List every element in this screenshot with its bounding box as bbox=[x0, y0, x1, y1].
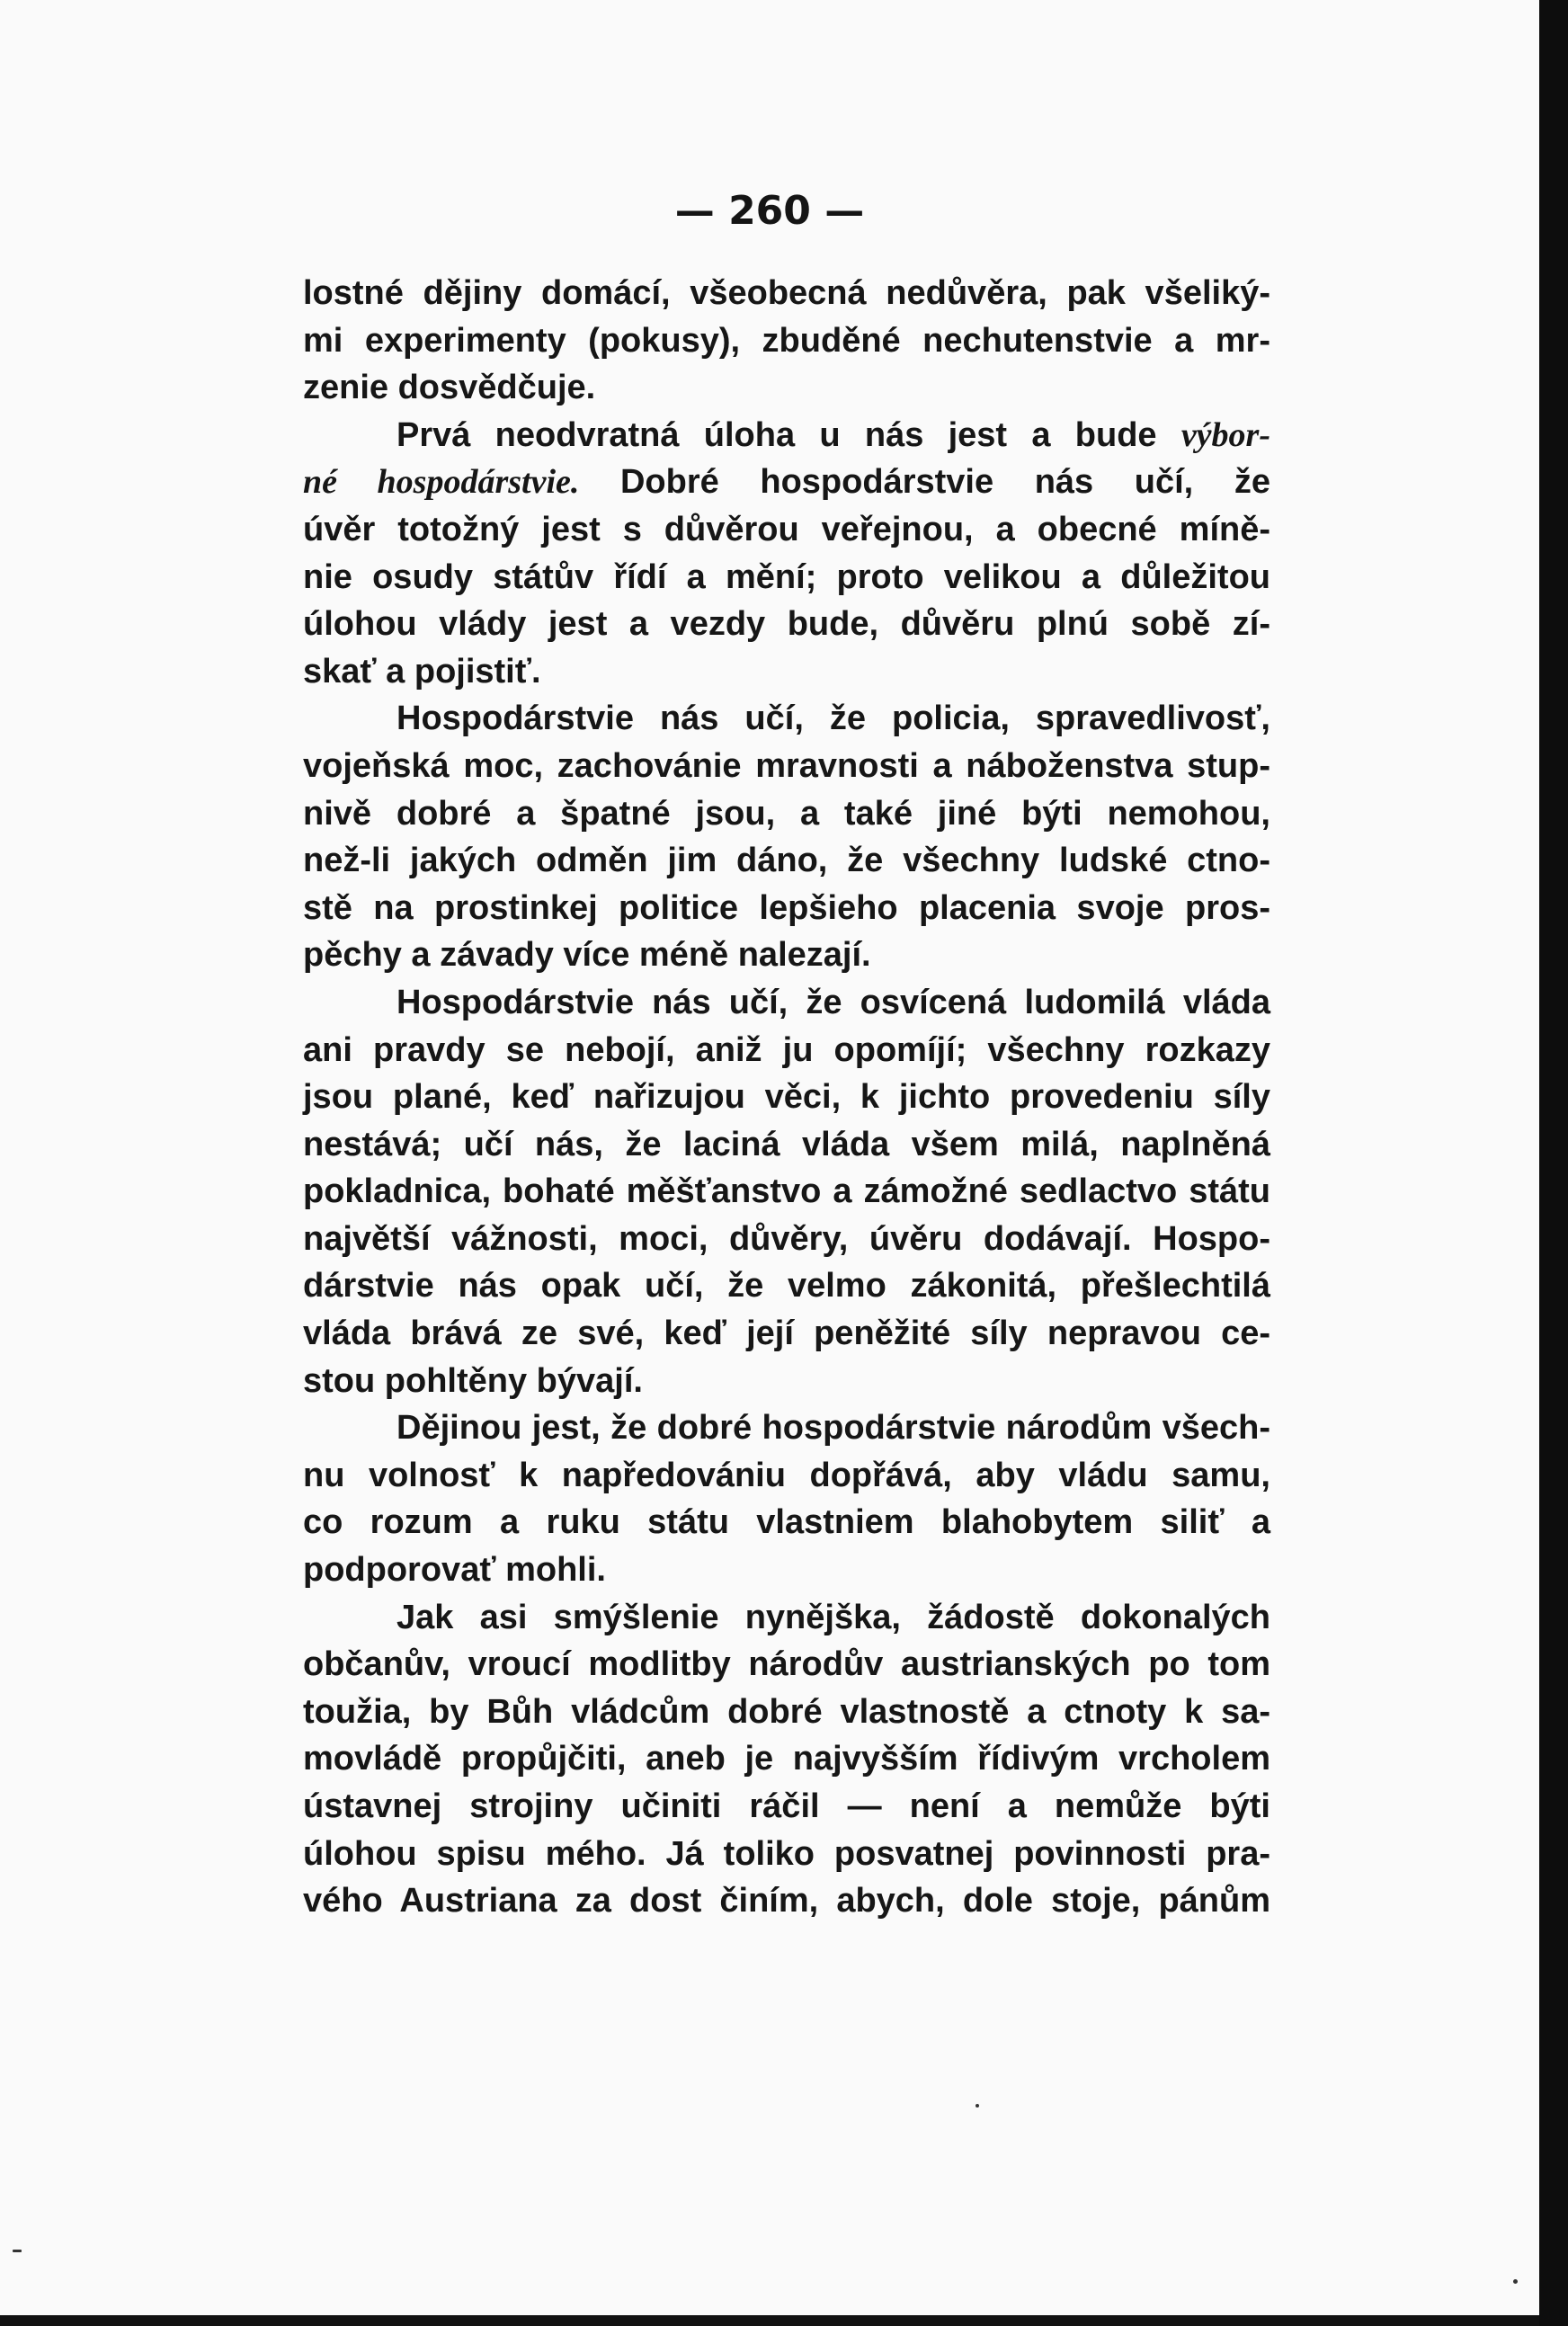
text-line: pěchy a závady více méně nalezají. bbox=[303, 936, 871, 975]
text-line: Jak asi smýšlenie nynějška, žádostě dokonalých bbox=[396, 1598, 1270, 1636]
text-segment: Prvá neodvratná úloha u nás jest a bude bbox=[396, 415, 1181, 454]
text-line bbox=[303, 459, 1270, 506]
text-line: úlohou spisu mého. Já toliko posvatnej povinnosti pra- bbox=[303, 1834, 1270, 1873]
text-line: podporovať mohli. bbox=[303, 1551, 606, 1590]
text-line: co rozum a ruku státu vlastniem blahobytem siliť a bbox=[303, 1503, 1270, 1542]
text-line: nivě dobré a špatné jsou, a také jiné býti nemohou, bbox=[303, 794, 1270, 833]
text-line: movládě propůjčiti, aneb je najvyšším řídivým vrcholem bbox=[303, 1740, 1270, 1778]
text-line: mi experimenty (pokusy), zbuděné nechutenstvie a mr- bbox=[303, 321, 1270, 360]
text-line: ústavnej strojiny učiniti ráčil — není a nemůže býti bbox=[303, 1787, 1270, 1825]
text-line: vláda brává ze své, keď její peněžité síly nepravou ce- bbox=[303, 1315, 1270, 1353]
body-text bbox=[303, 270, 1270, 1925]
text-line: lostné dějiny domácí, všeobecná nedůvěra, pak všeliký- bbox=[303, 274, 1270, 312]
paper-speck bbox=[976, 2104, 979, 2108]
text-line: najvětší vážnosti, moci, důvěry, úvěru dodávají. Hospo- bbox=[303, 1219, 1270, 1258]
text-line: pokladnica, bohaté měšťanstvo a zámožné sedlactvo státu bbox=[303, 1172, 1270, 1211]
text-line: vojeňská moc, zachovánie mravnosti a náboženstva stup- bbox=[303, 746, 1270, 785]
page-number: — 260 — bbox=[674, 188, 865, 234]
text-line: Dějinou jest, že dobré hospodárstvie národům všech- bbox=[396, 1409, 1270, 1448]
text-line: toužia, by Bůh vládcům dobré vlastnostě a ctnoty k sa- bbox=[303, 1692, 1270, 1731]
text-line: jsou plané, keď nařizujou věci, k jichto provedeniu síly bbox=[303, 1078, 1270, 1117]
text-line: stě na prostinkej politice lepšieho placenia svoje pros- bbox=[303, 888, 1270, 927]
text-line bbox=[303, 412, 1270, 459]
text-line: stou pohltěny bývají. bbox=[303, 1361, 643, 1400]
text-line: ani pravdy se nebojí, aniž ju opomíjí; všechny rozkazy bbox=[303, 1030, 1270, 1069]
text-line: úvěr totožný jest s důvěrou veřejnou, a obecné míně- bbox=[303, 510, 1270, 548]
text-segment: Dobré hospodárstvie nás učí, že bbox=[579, 463, 1270, 502]
text-line: skať a pojistiť. bbox=[303, 652, 541, 691]
text-line: dárstvie nás opak učí, že velmo zákonitá, přešlechtilá bbox=[303, 1267, 1270, 1306]
emphasized-text: výbor- bbox=[1180, 415, 1270, 454]
text-line: nie osudy státův řídí a mění; proto velikou a důležitou bbox=[303, 557, 1270, 596]
paper-speck bbox=[1513, 2279, 1518, 2284]
text-line: nu volnosť k napředovániu dopřává, aby vládu samu, bbox=[303, 1456, 1270, 1494]
text-line: Hospodárstvie nás učí, že osvícená ludomilá vláda bbox=[396, 983, 1270, 1021]
text-line: vého Austriana za dost činím, abych, dole stoje, pánům bbox=[303, 1882, 1270, 1921]
text-line: zenie dosvědčuje. bbox=[303, 369, 596, 407]
text-line: Hospodárstvie nás učí, že policia, spravedlivosť, bbox=[396, 700, 1270, 738]
text-line: než-li jakých odměn jim dáno, že všechny ludské ctno- bbox=[303, 842, 1270, 880]
text-line: úlohou vlády jest a vezdy bude, důvěru plnú sobě zí- bbox=[303, 605, 1270, 644]
scan-edge bbox=[1539, 0, 1568, 2326]
text-line: nestává; učí nás, že laciná vláda všem milá, naplněná bbox=[303, 1125, 1270, 1163]
emphasized-text: né hospodárstvie. bbox=[303, 463, 580, 502]
paper-speck bbox=[13, 2250, 22, 2252]
text-line: občanův, vroucí modlitby národův austrianských po tom bbox=[303, 1645, 1270, 1684]
